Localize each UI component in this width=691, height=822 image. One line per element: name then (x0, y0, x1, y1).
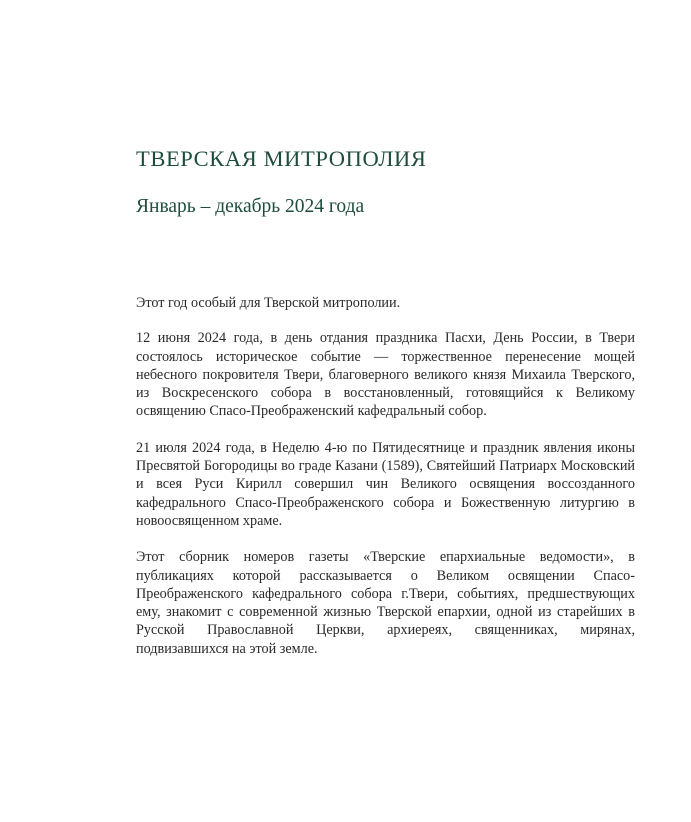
paragraph-july: 21 июля 2024 года, в Неделю 4-ю по Пятидесятнице и праздник явления иконы Пресвятой Богородицы во граде Казани (1589), Святейший Патриарх Московский и всея Руси Кирилл совершил чин Великого освящения воссозданного кафедрального Спасо-Преображенского собора и Божественную литургию в новоосвященном храме. (136, 439, 635, 529)
intro-paragraph: Этот год особый для Тверской митрополии. (136, 295, 401, 311)
page-title: ТВЕРСКАЯ МИТРОПОЛИЯ (136, 146, 427, 171)
paragraph-june: 12 июня 2024 года, в день отдания праздника Пасхи, День России, в Твери состоялось историческое событие — торжественное перенесение мощей небесного покровителя Твери, благоверного великого князя Михаила Тверского, из Воскресенского собора в восстановленный, готовящийся к Великому освящению Спасо-Преображенский кафедральный собор. (136, 330, 635, 420)
page-subtitle: Январь – декабрь 2024 года (136, 196, 365, 217)
body-text (136, 294, 635, 676)
paragraph-collection: Этот сборник номеров газеты «Тверские епархиальные ведомости», в публикациях которой рассказывается о Великом освящении Спасо-Преображенского кафедрального собора г.Твери, событиях, предшествующих ему, знакомит с современной жизнью Тверской епархии, одной из старейших в Русской Православной Церкви, архиереях, священниках, мирянах, подвизавшихся на этой земле. (136, 549, 635, 657)
